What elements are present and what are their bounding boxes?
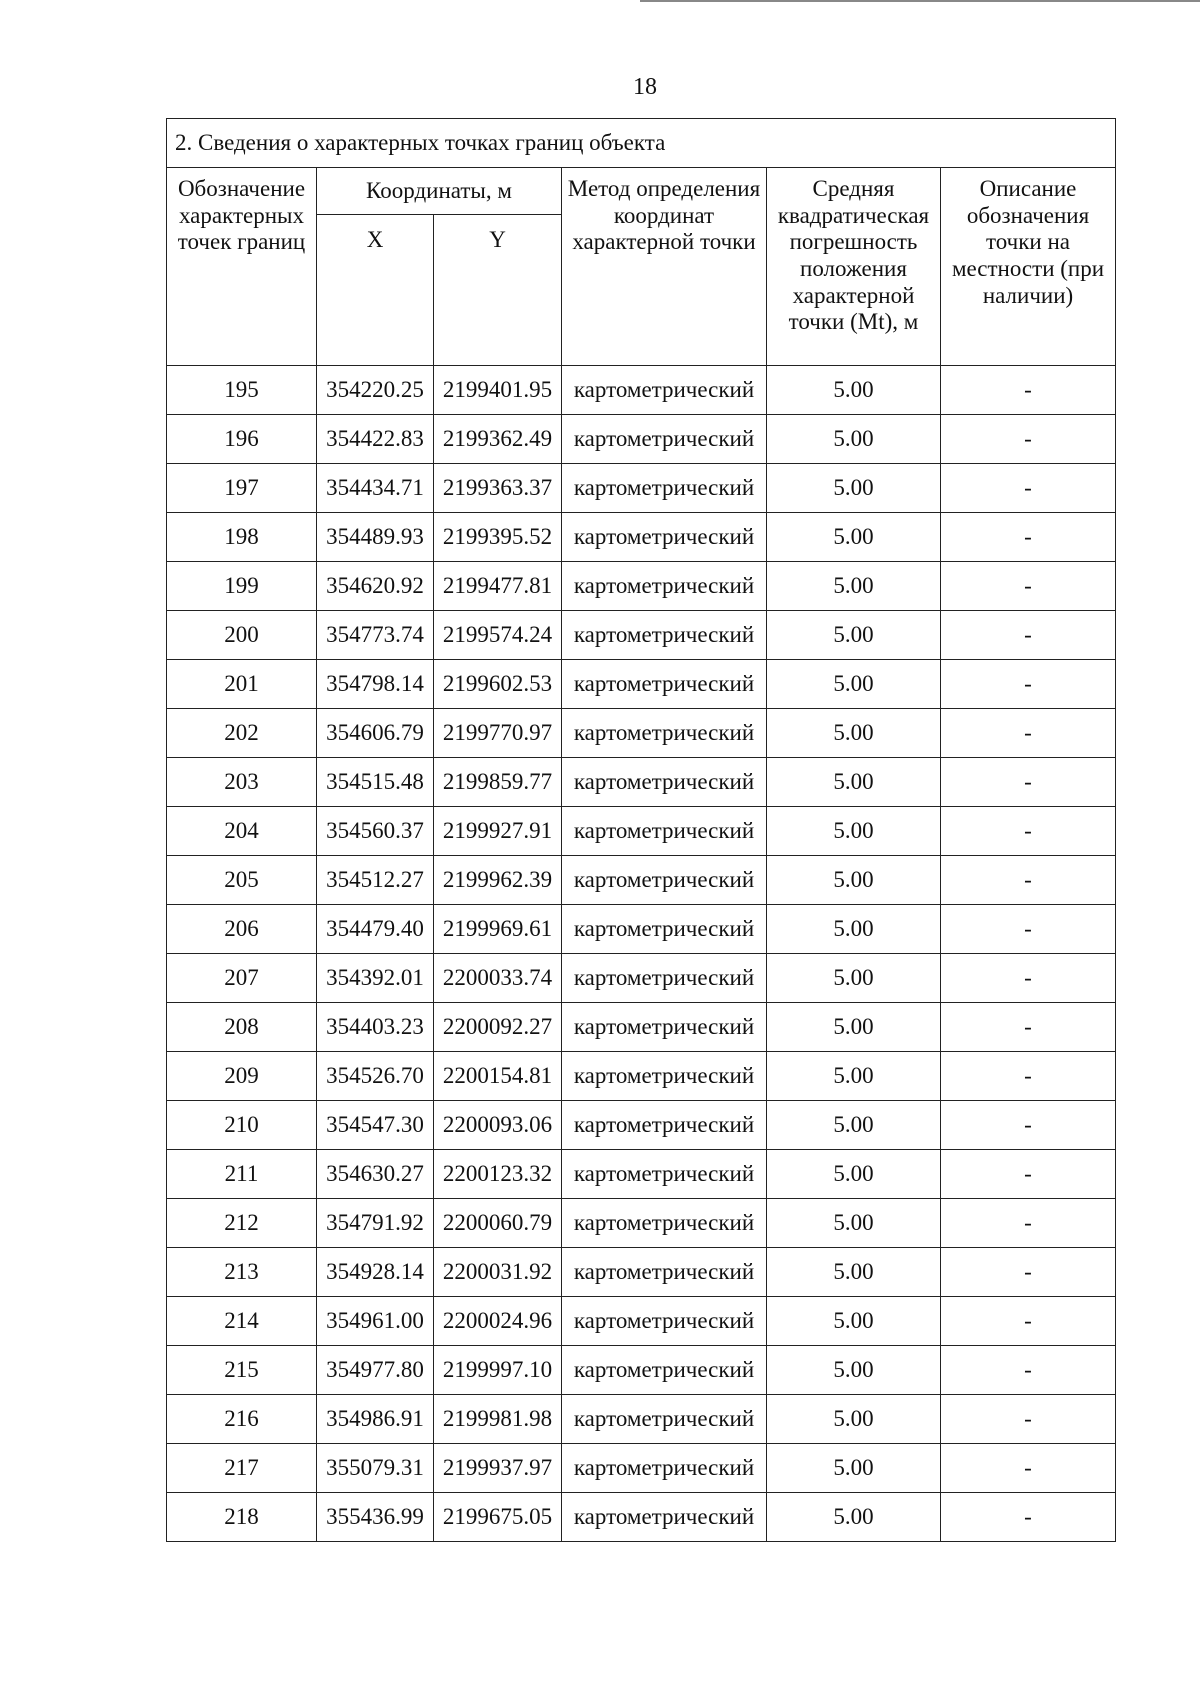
table-row xyxy=(167,758,1116,807)
table-row xyxy=(167,807,1116,856)
cell-method: картометрический xyxy=(562,1395,767,1444)
cell-y: 2200033.74 xyxy=(434,954,562,1003)
cell-x: 354515.48 xyxy=(317,758,434,807)
cell-x: 354630.27 xyxy=(317,1150,434,1199)
cell-y: 2200024.96 xyxy=(434,1297,562,1346)
table-row xyxy=(167,1248,1116,1297)
header-designation: Обозначение характерных точек границ xyxy=(167,168,317,366)
cell-method: картометрический xyxy=(562,1493,767,1542)
table-row xyxy=(167,1395,1116,1444)
cell-x: 354606.79 xyxy=(317,709,434,758)
table-row xyxy=(167,562,1116,611)
cell-point: 211 xyxy=(167,1150,317,1199)
cell-method: картометрический xyxy=(562,954,767,1003)
cell-error: 5.00 xyxy=(767,1444,941,1493)
cell-x: 354773.74 xyxy=(317,611,434,660)
cell-y: 2199574.24 xyxy=(434,611,562,660)
cell-point: 195 xyxy=(167,366,317,415)
cell-y: 2199962.39 xyxy=(434,856,562,905)
cell-description: - xyxy=(941,513,1116,562)
cell-y: 2200031.92 xyxy=(434,1248,562,1297)
cell-y: 2200154.81 xyxy=(434,1052,562,1101)
cell-description: - xyxy=(941,464,1116,513)
table-row xyxy=(167,513,1116,562)
cell-description: - xyxy=(941,1297,1116,1346)
cell-description: - xyxy=(941,1199,1116,1248)
cell-error: 5.00 xyxy=(767,660,941,709)
cell-description: - xyxy=(941,1346,1116,1395)
cell-description: - xyxy=(941,758,1116,807)
cell-method: картометрический xyxy=(562,709,767,758)
cell-description: - xyxy=(941,954,1116,1003)
cell-point: 208 xyxy=(167,1003,317,1052)
cell-y: 2199981.98 xyxy=(434,1395,562,1444)
cell-point: 202 xyxy=(167,709,317,758)
cell-x: 354928.14 xyxy=(317,1248,434,1297)
cell-method: картометрический xyxy=(562,660,767,709)
cell-error: 5.00 xyxy=(767,856,941,905)
cell-y: 2199675.05 xyxy=(434,1493,562,1542)
cell-point: 218 xyxy=(167,1493,317,1542)
page-number: 18 xyxy=(633,74,657,100)
cell-method: картометрический xyxy=(562,1199,767,1248)
cell-error: 5.00 xyxy=(767,1248,941,1297)
cell-error: 5.00 xyxy=(767,758,941,807)
header-method: Метод определения координат характерной точки xyxy=(562,168,767,366)
cell-method: картометрический xyxy=(562,807,767,856)
cell-y: 2199395.52 xyxy=(434,513,562,562)
header-coordinates: Координаты, м xyxy=(317,168,562,215)
header-x: X xyxy=(317,215,434,366)
cell-description: - xyxy=(941,905,1116,954)
table-row xyxy=(167,856,1116,905)
table-row xyxy=(167,709,1116,758)
cell-error: 5.00 xyxy=(767,415,941,464)
cell-method: картометрический xyxy=(562,1444,767,1493)
cell-y: 2199602.53 xyxy=(434,660,562,709)
table-row xyxy=(167,1493,1116,1542)
cell-method: картометрический xyxy=(562,905,767,954)
cell-error: 5.00 xyxy=(767,1199,941,1248)
cell-point: 196 xyxy=(167,415,317,464)
cell-x: 354422.83 xyxy=(317,415,434,464)
cell-method: картометрический xyxy=(562,611,767,660)
cell-description: - xyxy=(941,709,1116,758)
cell-description: - xyxy=(941,611,1116,660)
cell-x: 354620.92 xyxy=(317,562,434,611)
cell-error: 5.00 xyxy=(767,1003,941,1052)
cell-y: 2199969.61 xyxy=(434,905,562,954)
cell-description: - xyxy=(941,1493,1116,1542)
section-title: 2. Сведения о характерных точках границ объекта xyxy=(167,119,1116,168)
cell-point: 205 xyxy=(167,856,317,905)
cell-point: 213 xyxy=(167,1248,317,1297)
cell-description: - xyxy=(941,1395,1116,1444)
cell-method: картометрический xyxy=(562,1346,767,1395)
cell-error: 5.00 xyxy=(767,1297,941,1346)
cell-x: 354961.00 xyxy=(317,1297,434,1346)
cell-x: 354220.25 xyxy=(317,366,434,415)
cell-method: картометрический xyxy=(562,856,767,905)
cell-method: картометрический xyxy=(562,513,767,562)
cell-point: 198 xyxy=(167,513,317,562)
cell-description: - xyxy=(941,1101,1116,1150)
header-error: Средняя квадратическая погрешность положения характерной точки (Mt), м xyxy=(767,168,941,366)
cell-x: 354489.93 xyxy=(317,513,434,562)
cell-error: 5.00 xyxy=(767,513,941,562)
cell-description: - xyxy=(941,807,1116,856)
cell-x: 354977.80 xyxy=(317,1346,434,1395)
cell-x: 354479.40 xyxy=(317,905,434,954)
cell-method: картометрический xyxy=(562,758,767,807)
cell-point: 209 xyxy=(167,1052,317,1101)
table-row xyxy=(167,660,1116,709)
cell-description: - xyxy=(941,1150,1116,1199)
cell-point: 214 xyxy=(167,1297,317,1346)
cell-description: - xyxy=(941,660,1116,709)
table-row xyxy=(167,1101,1116,1150)
table-row xyxy=(167,464,1116,513)
cell-point: 197 xyxy=(167,464,317,513)
top-rule xyxy=(640,0,1200,2)
cell-point: 203 xyxy=(167,758,317,807)
cell-y: 2200093.06 xyxy=(434,1101,562,1150)
cell-point: 212 xyxy=(167,1199,317,1248)
cell-point: 216 xyxy=(167,1395,317,1444)
table-row xyxy=(167,1199,1116,1248)
cell-y: 2199927.91 xyxy=(434,807,562,856)
cell-error: 5.00 xyxy=(767,954,941,1003)
cell-error: 5.00 xyxy=(767,562,941,611)
cell-error: 5.00 xyxy=(767,807,941,856)
cell-y: 2199363.37 xyxy=(434,464,562,513)
table-row xyxy=(167,1003,1116,1052)
cell-error: 5.00 xyxy=(767,1052,941,1101)
cell-y: 2200092.27 xyxy=(434,1003,562,1052)
cell-y: 2199401.95 xyxy=(434,366,562,415)
cell-x: 354403.23 xyxy=(317,1003,434,1052)
cell-x: 355079.31 xyxy=(317,1444,434,1493)
cell-x: 354560.37 xyxy=(317,807,434,856)
table-body xyxy=(167,366,1116,1542)
cell-point: 207 xyxy=(167,954,317,1003)
cell-point: 201 xyxy=(167,660,317,709)
cell-method: картометрический xyxy=(562,562,767,611)
cell-description: - xyxy=(941,562,1116,611)
cell-y: 2199937.97 xyxy=(434,1444,562,1493)
cell-error: 5.00 xyxy=(767,1150,941,1199)
table-row xyxy=(167,905,1116,954)
table-row xyxy=(167,366,1116,415)
cell-error: 5.00 xyxy=(767,709,941,758)
cell-error: 5.00 xyxy=(767,1395,941,1444)
cell-error: 5.00 xyxy=(767,366,941,415)
cell-y: 2199477.81 xyxy=(434,562,562,611)
cell-description: - xyxy=(941,415,1116,464)
cell-point: 200 xyxy=(167,611,317,660)
header-y: Y xyxy=(434,215,562,366)
cell-error: 5.00 xyxy=(767,464,941,513)
cell-method: картометрический xyxy=(562,1101,767,1150)
cell-point: 217 xyxy=(167,1444,317,1493)
cell-x: 354526.70 xyxy=(317,1052,434,1101)
cell-method: картометрический xyxy=(562,1052,767,1101)
table-row xyxy=(167,1150,1116,1199)
cell-x: 354791.92 xyxy=(317,1199,434,1248)
cell-x: 354798.14 xyxy=(317,660,434,709)
cell-y: 2199770.97 xyxy=(434,709,562,758)
cell-y: 2200123.32 xyxy=(434,1150,562,1199)
cell-point: 199 xyxy=(167,562,317,611)
cell-x: 354547.30 xyxy=(317,1101,434,1150)
cell-description: - xyxy=(941,1248,1116,1297)
boundary-points-table xyxy=(166,118,1116,1542)
cell-method: картометрический xyxy=(562,1150,767,1199)
cell-method: картометрический xyxy=(562,366,767,415)
table-row xyxy=(167,954,1116,1003)
cell-error: 5.00 xyxy=(767,905,941,954)
cell-y: 2199859.77 xyxy=(434,758,562,807)
table-row xyxy=(167,1052,1116,1101)
cell-description: - xyxy=(941,366,1116,415)
cell-method: картометрический xyxy=(562,1248,767,1297)
cell-x: 354434.71 xyxy=(317,464,434,513)
cell-description: - xyxy=(941,1003,1116,1052)
table-row xyxy=(167,1346,1116,1395)
cell-y: 2199362.49 xyxy=(434,415,562,464)
cell-method: картометрический xyxy=(562,415,767,464)
table-row xyxy=(167,1444,1116,1493)
cell-point: 204 xyxy=(167,807,317,856)
cell-description: - xyxy=(941,1052,1116,1101)
cell-method: картометрический xyxy=(562,464,767,513)
cell-error: 5.00 xyxy=(767,1493,941,1542)
header-description: Описание обозначения точки на местности (при наличии) xyxy=(941,168,1116,366)
cell-method: картометрический xyxy=(562,1003,767,1052)
cell-x: 354512.27 xyxy=(317,856,434,905)
cell-y: 2199997.10 xyxy=(434,1346,562,1395)
table-row xyxy=(167,415,1116,464)
cell-method: картометрический xyxy=(562,1297,767,1346)
cell-description: - xyxy=(941,1444,1116,1493)
cell-y: 2200060.79 xyxy=(434,1199,562,1248)
table-row xyxy=(167,1297,1116,1346)
cell-error: 5.00 xyxy=(767,1346,941,1395)
cell-description: - xyxy=(941,856,1116,905)
cell-point: 210 xyxy=(167,1101,317,1150)
cell-x: 354986.91 xyxy=(317,1395,434,1444)
cell-point: 206 xyxy=(167,905,317,954)
cell-x: 354392.01 xyxy=(317,954,434,1003)
cell-point: 215 xyxy=(167,1346,317,1395)
cell-x: 355436.99 xyxy=(317,1493,434,1542)
cell-error: 5.00 xyxy=(767,1101,941,1150)
cell-error: 5.00 xyxy=(767,611,941,660)
table-row xyxy=(167,611,1116,660)
